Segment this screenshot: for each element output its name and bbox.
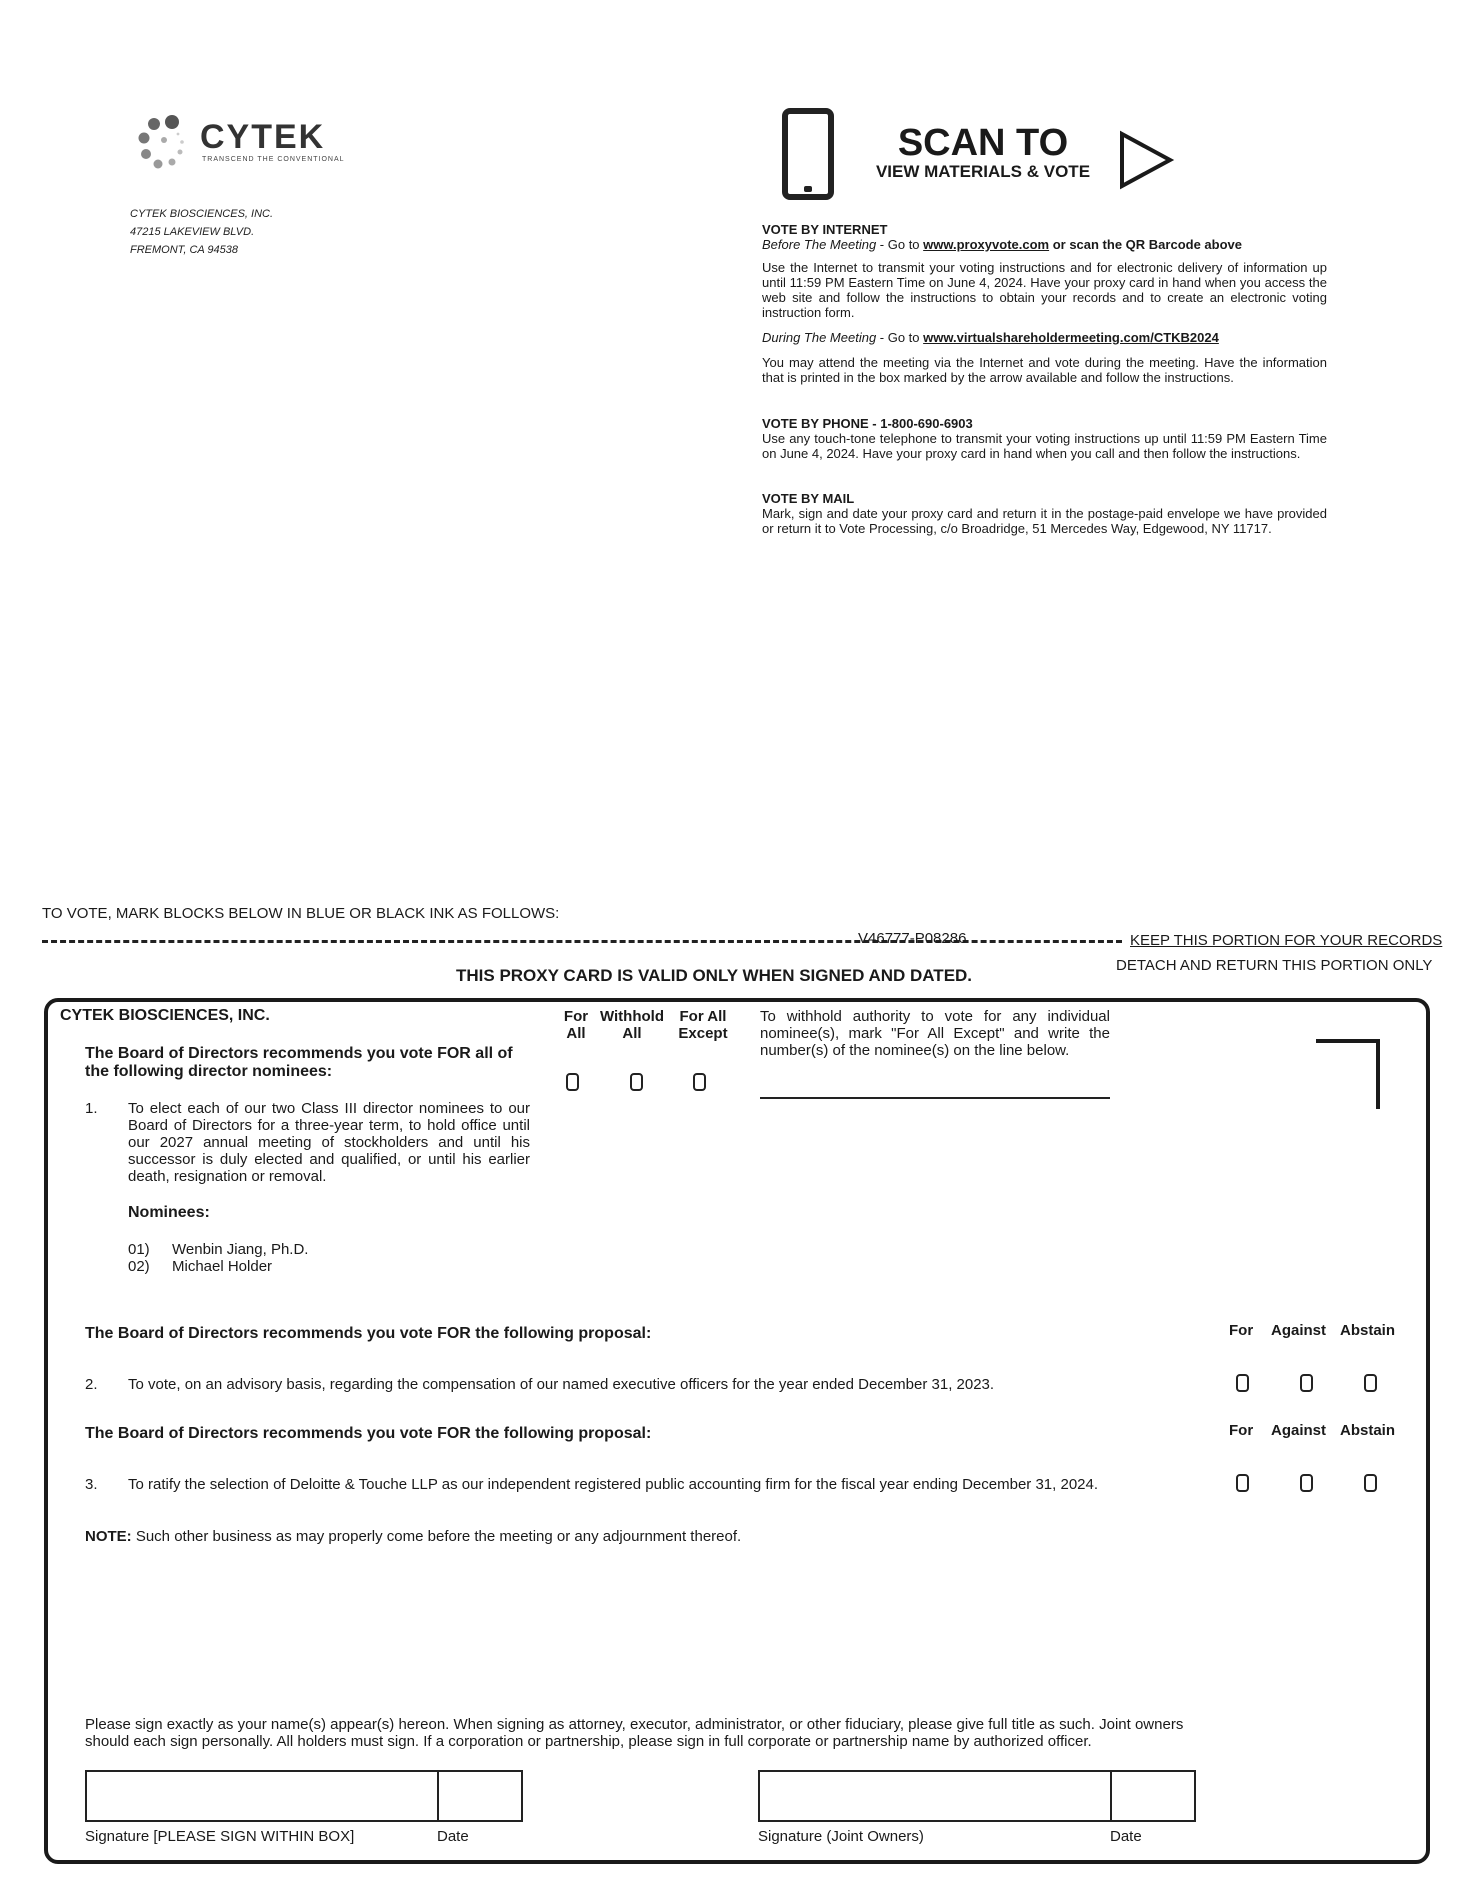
col-label: All <box>622 1025 642 1042</box>
logo-dots-icon <box>136 112 196 172</box>
phone-paragraph: Use any touch-tone telephone to transmit your voting instructions up until 11:59 PM Eastern Time on June 4, 2024. Have your proxy card in hand when you call and then follow the instructions. <box>762 431 1327 461</box>
checkbox-p2-abstain[interactable] <box>1364 1374 1377 1392</box>
scan-heading: SCAN TO <box>897 122 1069 164</box>
date-label: Date <box>437 1828 469 1845</box>
mail-heading: VOTE BY MAIL <box>762 491 855 506</box>
note-text: Such other business as may properly come before the meeting or any adjournment thereof. <box>131 1528 742 1545</box>
joint-date-label: Date <box>1110 1828 1142 1845</box>
joint-signature-label: Signature (Joint Owners) <box>758 1828 924 1845</box>
col-label: For All <box>679 1008 727 1025</box>
col-label: All <box>566 1025 586 1042</box>
checkbox-p3-abstain[interactable] <box>1364 1474 1377 1492</box>
smartphone-icon <box>782 108 834 200</box>
signature-label: Signature [PLEASE SIGN WITHIN BOX] <box>85 1828 355 1845</box>
col-against: Against <box>1271 1322 1327 1339</box>
mail-vote-section <box>762 491 1327 536</box>
joint-signature-box[interactable] <box>758 1770 1112 1822</box>
item-number: 2. <box>85 1376 98 1393</box>
logo-tagline: TRANSCEND THE CONVENTIONAL <box>202 156 345 163</box>
qr-instruction: or scan the QR Barcode above <box>1049 237 1242 252</box>
col-for: For <box>1229 1422 1254 1439</box>
note <box>85 1528 741 1545</box>
col-for: For <box>1229 1322 1254 1339</box>
during-text: - Go to <box>876 330 924 345</box>
signature-box[interactable] <box>85 1770 439 1822</box>
address-line: CYTEK BIOSCIENCES, INC. <box>130 208 274 220</box>
joint-date-box[interactable] <box>1110 1770 1196 1822</box>
checkbox-for-all-except[interactable] <box>693 1073 706 1091</box>
phone-vote-section <box>762 416 1327 461</box>
during-meeting-line <box>762 330 1327 345</box>
checkbox-for-all[interactable] <box>566 1073 579 1091</box>
address-line: FREMONT, CA 94538 <box>130 244 239 256</box>
director-recommendation: The Board of Directors recommends you vote FOR all of the following director nominees: <box>85 1045 513 1080</box>
card-corner-mark <box>1316 1039 1380 1109</box>
nominee-number-write-line[interactable] <box>760 1097 1110 1099</box>
item-number: 3. <box>85 1476 98 1493</box>
before-text: - Go to <box>876 237 924 252</box>
internet-vote-section <box>762 222 1327 385</box>
scan-subheading: VIEW MATERIALS & VOTE <box>875 162 1091 181</box>
nominees-label: Nominees: <box>128 1204 210 1221</box>
item1-text: To elect each of our two Class III director nominees to our Board of Directors for a three-year term, to hold office until our 2027 annual meeting of stockholders and until his successor is duly elected and qualified, or until his earlier death, resignation or removal. <box>128 1100 530 1185</box>
withhold-instructions: To withhold authority to vote for any individual nominee(s), mark "For All Except" and write the number(s) of the nominee(s) on the line below. <box>760 1008 1110 1059</box>
col-abstain: Abstain <box>1340 1322 1396 1339</box>
nominee-number: 02) <box>128 1258 150 1275</box>
internet-heading: VOTE BY INTERNET <box>762 222 888 237</box>
company-address <box>130 205 273 259</box>
phone-heading: VOTE BY PHONE - 1-800-690-6903 <box>762 416 973 431</box>
item2-text: To vote, on an advisory basis, regarding the compensation of our named executive officers for the year ended December 31, 2023. <box>128 1376 995 1393</box>
before-meeting-line <box>762 237 1327 252</box>
proposal2-recommendation: The Board of Directors recommends you vote FOR the following proposal: <box>85 1325 652 1342</box>
nominee-name: Wenbin Jiang, Ph.D. <box>172 1241 309 1258</box>
virtual-meeting-link[interactable]: www.virtualshareholdermeeting.com/CTKB2024 <box>923 330 1219 345</box>
col-label: Withhold <box>599 1008 664 1025</box>
col-abstain: Abstain <box>1340 1422 1396 1439</box>
note-label: NOTE: <box>85 1528 132 1545</box>
checkbox-p2-against[interactable] <box>1300 1374 1313 1392</box>
col-for-all-except <box>668 1008 738 1042</box>
during-meeting-label: During The Meeting <box>762 330 877 345</box>
checkbox-withhold-all[interactable] <box>630 1073 643 1091</box>
col-for-all <box>556 1008 596 1042</box>
control-code: V46777-P08286 <box>858 930 967 947</box>
validity-notice: THIS PROXY CARD IS VALID ONLY WHEN SIGNED AND DATED. <box>456 966 973 985</box>
date-box[interactable] <box>437 1770 523 1822</box>
col-label: For <box>563 1008 589 1025</box>
item3-text: To ratify the selection of Deloitte & Touche LLP as our independent registered public accounting firm for the fiscal year ending December 31, 2024. <box>128 1476 1099 1493</box>
proposal3-recommendation: The Board of Directors recommends you vote FOR the following proposal: <box>85 1425 652 1442</box>
play-arrow-icon <box>1118 130 1176 190</box>
during-meeting-paragraph: You may attend the meeting via the Internet and vote during the meeting. Have the information that is printed in the box marked by the arrow available and follow the instructions. <box>762 355 1327 385</box>
card-company-name: CYTEK BIOSCIENCES, INC. <box>60 1007 270 1024</box>
item-number: 1. <box>85 1100 98 1117</box>
col-label: Except <box>678 1025 728 1042</box>
before-meeting-label: Before The Meeting <box>762 237 877 252</box>
checkbox-p2-for[interactable] <box>1236 1374 1249 1392</box>
nominee-number: 01) <box>128 1241 150 1258</box>
nominee-name: Michael Holder <box>172 1258 273 1275</box>
mail-paragraph: Mark, sign and date your proxy card and return it in the postage-paid envelope we have provided or return it to Vote Processing, c/o Broadridge, 51 Mercedes Way, Edgewood, NY 11717. <box>762 506 1327 536</box>
detach-portion-text: DETACH AND RETURN THIS PORTION ONLY <box>1116 957 1433 974</box>
proxyvote-link[interactable]: www.proxyvote.com <box>923 237 1050 252</box>
keep-portion-text: KEEP THIS PORTION FOR YOUR RECORDS <box>1130 932 1443 949</box>
signing-instructions: Please sign exactly as your name(s) appear(s) hereon. When signing as attorney, executor, administrator, or other fiduciary, please give full title as such. Joint owners should each sign personally. All holders must sign. If a corporation or partnership, please sign in full corporate or partnership name by authorized officer. <box>85 1716 1184 1750</box>
address-line: 47215 LAKEVIEW BLVD. <box>130 226 255 238</box>
logo-wordmark: CYTEK <box>200 118 326 156</box>
col-withhold-all <box>592 1008 672 1042</box>
col-against: Against <box>1271 1422 1327 1439</box>
checkbox-p3-against[interactable] <box>1300 1474 1313 1492</box>
marking-instructions: TO VOTE, MARK BLOCKS BELOW IN BLUE OR BLACK INK AS FOLLOWS: <box>42 905 560 922</box>
checkbox-p3-for[interactable] <box>1236 1474 1249 1492</box>
cytek-logo <box>136 112 356 172</box>
internet-paragraph: Use the Internet to transmit your voting instructions and for electronic delivery of information up until 11:59 PM Eastern Time on June 4, 2024. Have your proxy card in hand when you access the web site and follow the instructions to obtain your records and to create an electronic voting instruction form. <box>762 260 1327 320</box>
